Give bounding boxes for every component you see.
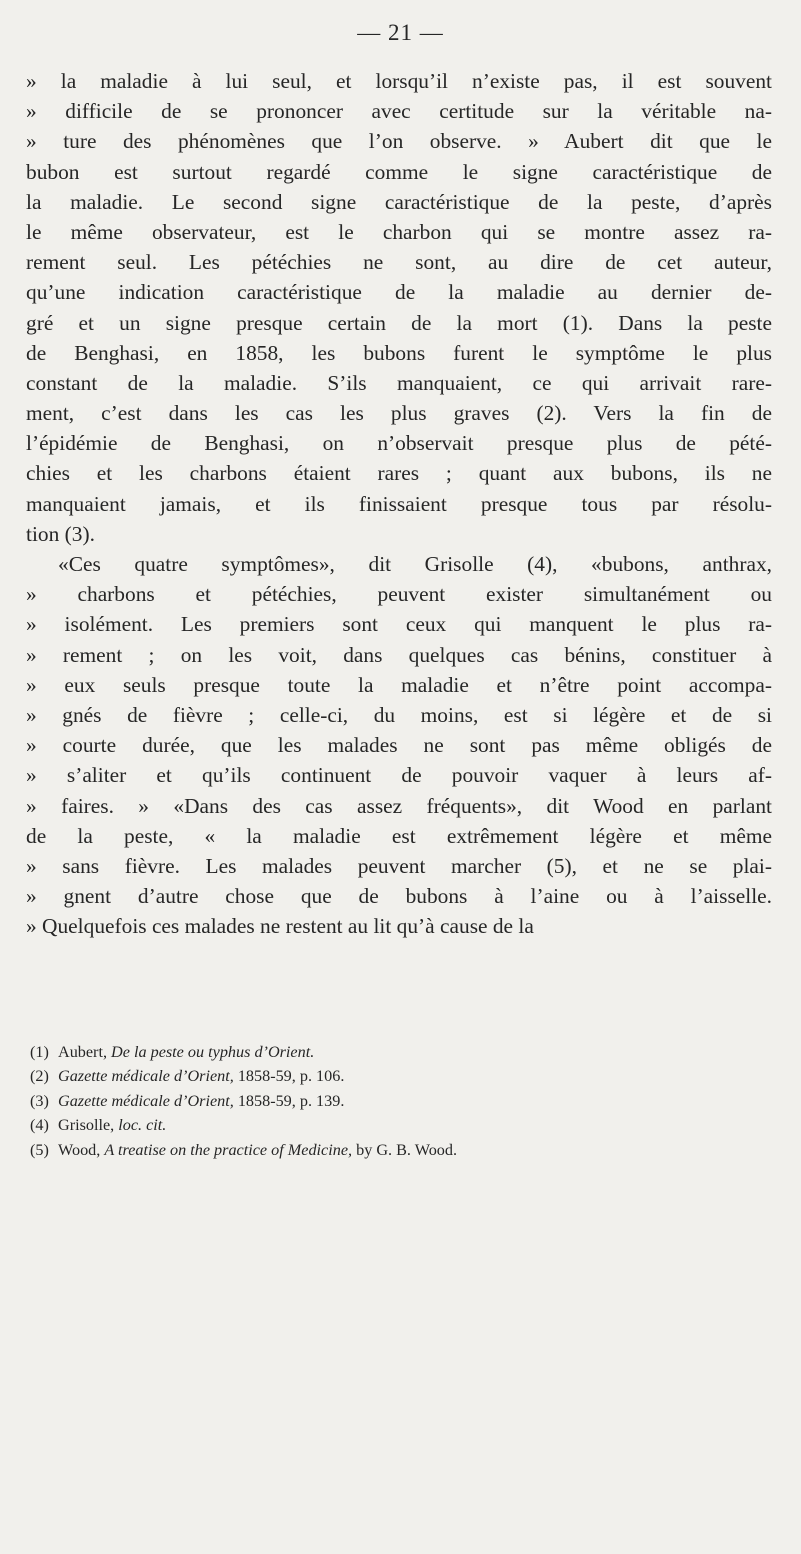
text-line: » isolément. Les premiers sont ceux qui manquent le plus ra- — [26, 612, 772, 637]
text-line: » courte durée, que les malades ne sont pas même obligés de — [26, 733, 772, 758]
text-line: bubon est surtout regardé comme le signe caractéristique de — [26, 159, 772, 184]
footnotes — [30, 1040, 772, 1162]
text-line: » la maladie à lui seul, et lorsqu’il n’existe pas, il est souvent — [26, 69, 772, 93]
footnote-title: A treatise on the practice of Medicine, — [104, 1140, 353, 1159]
text-line: » faires. » «Dans des cas assez fréquents», dit Wood en parlant — [26, 793, 772, 818]
footnote — [30, 1113, 772, 1137]
footnote-title: De la peste ou typhus d’Orient. — [111, 1043, 315, 1061]
footnote-author: Aubert, — [58, 1043, 112, 1061]
footnote — [30, 1138, 772, 1162]
text-line: » sans fièvre. Les malades peuvent marcher (5), et ne se plai- — [26, 853, 772, 878]
text-line: gré et un signe presque certain de la mort (1). Dans la peste — [26, 310, 772, 335]
footnote-details: 1858-59, p. 106. — [233, 1067, 345, 1086]
text-line: » charbons et pétéchies, peuvent exister simultanément ou — [26, 582, 772, 607]
footnote — [30, 1064, 772, 1088]
text-line: la maladie. Le second signe caractéristique de la peste, d’après — [26, 189, 772, 214]
text-line: «Ces quatre symptômes», dit Grisolle (4), «bubons, anthrax, — [58, 552, 772, 576]
text-line: manquaient jamais, et ils finissaient presque tous par résolu- — [26, 491, 772, 516]
text-line: de la peste, « la maladie est extrêmement légère et même — [26, 823, 772, 848]
text-line: rement seul. Les pétéchies ne sont, au dire de cet auteur, — [26, 250, 772, 275]
text-line: » gnent d’autre chose que de bubons à l’aine ou à l’aisselle. — [26, 884, 772, 909]
footnote-author: Grisolle, — [58, 1116, 119, 1135]
text-line: de Benghasi, en 1858, les bubons furent le symptôme le plus — [26, 340, 772, 365]
text-line: ment, c’est dans les cas les plus graves (2). Vers la fin de — [26, 401, 772, 426]
footnote-title: Gazette médicale d’Orient, — [58, 1091, 234, 1110]
page-number: — 21 — — [357, 20, 444, 45]
footnote-number: (4) — [30, 1116, 49, 1135]
text-line: » s’aliter et qu’ils continuent de pouvoir vaquer à leurs af- — [26, 763, 772, 788]
paragraph — [26, 66, 772, 549]
footnote-number: (1) — [30, 1043, 49, 1061]
paragraph — [26, 549, 772, 941]
text-line: constant de la maladie. S’ils manquaient, ce qui arrivait rare- — [26, 370, 772, 395]
footnote — [30, 1040, 772, 1064]
text-line: » difficile de se prononcer avec certitude sur la véritable na- — [26, 99, 772, 124]
footnote-number: (3) — [30, 1091, 49, 1110]
footnote-details: 1858-59, p. 139. — [233, 1091, 345, 1110]
text-line: chies et les charbons étaient rares ; quant aux bubons, ils ne — [26, 461, 772, 486]
footnote-author: Wood, — [58, 1140, 105, 1159]
footnote-number: (2) — [30, 1067, 49, 1086]
text-line: » eux seuls presque toute la maladie et n’être point accompa- — [26, 672, 772, 697]
text-line: l’épidémie de Benghasi, on n’observait presque plus de pété- — [26, 431, 772, 456]
text-line: » rement ; on les voit, dans quelques cas bénins, constituer à — [26, 642, 772, 667]
text-line: tion (3). — [26, 521, 95, 546]
body-text — [26, 66, 772, 941]
text-line: » ture des phénomènes que l’on observe. » Aubert dit que le — [26, 129, 772, 154]
text-line: » Quelquefois ces malades ne restent au lit qu’à cause de la — [26, 914, 534, 939]
footnote — [30, 1089, 772, 1113]
text-line: » gnés de fièvre ; celle-ci, du moins, est si légère et de si — [26, 702, 772, 727]
footnote-title: Gazette médicale d’Orient, — [58, 1067, 234, 1086]
text-line: le même observateur, est le charbon qui se montre assez ra- — [26, 219, 772, 244]
text-line: qu’une indication caractéristique de la maladie au dernier de- — [26, 280, 772, 305]
footnote-details: by G. B. Wood. — [352, 1140, 458, 1159]
footnote-number: (5) — [30, 1140, 49, 1159]
footnote-title: loc. cit. — [118, 1116, 167, 1135]
